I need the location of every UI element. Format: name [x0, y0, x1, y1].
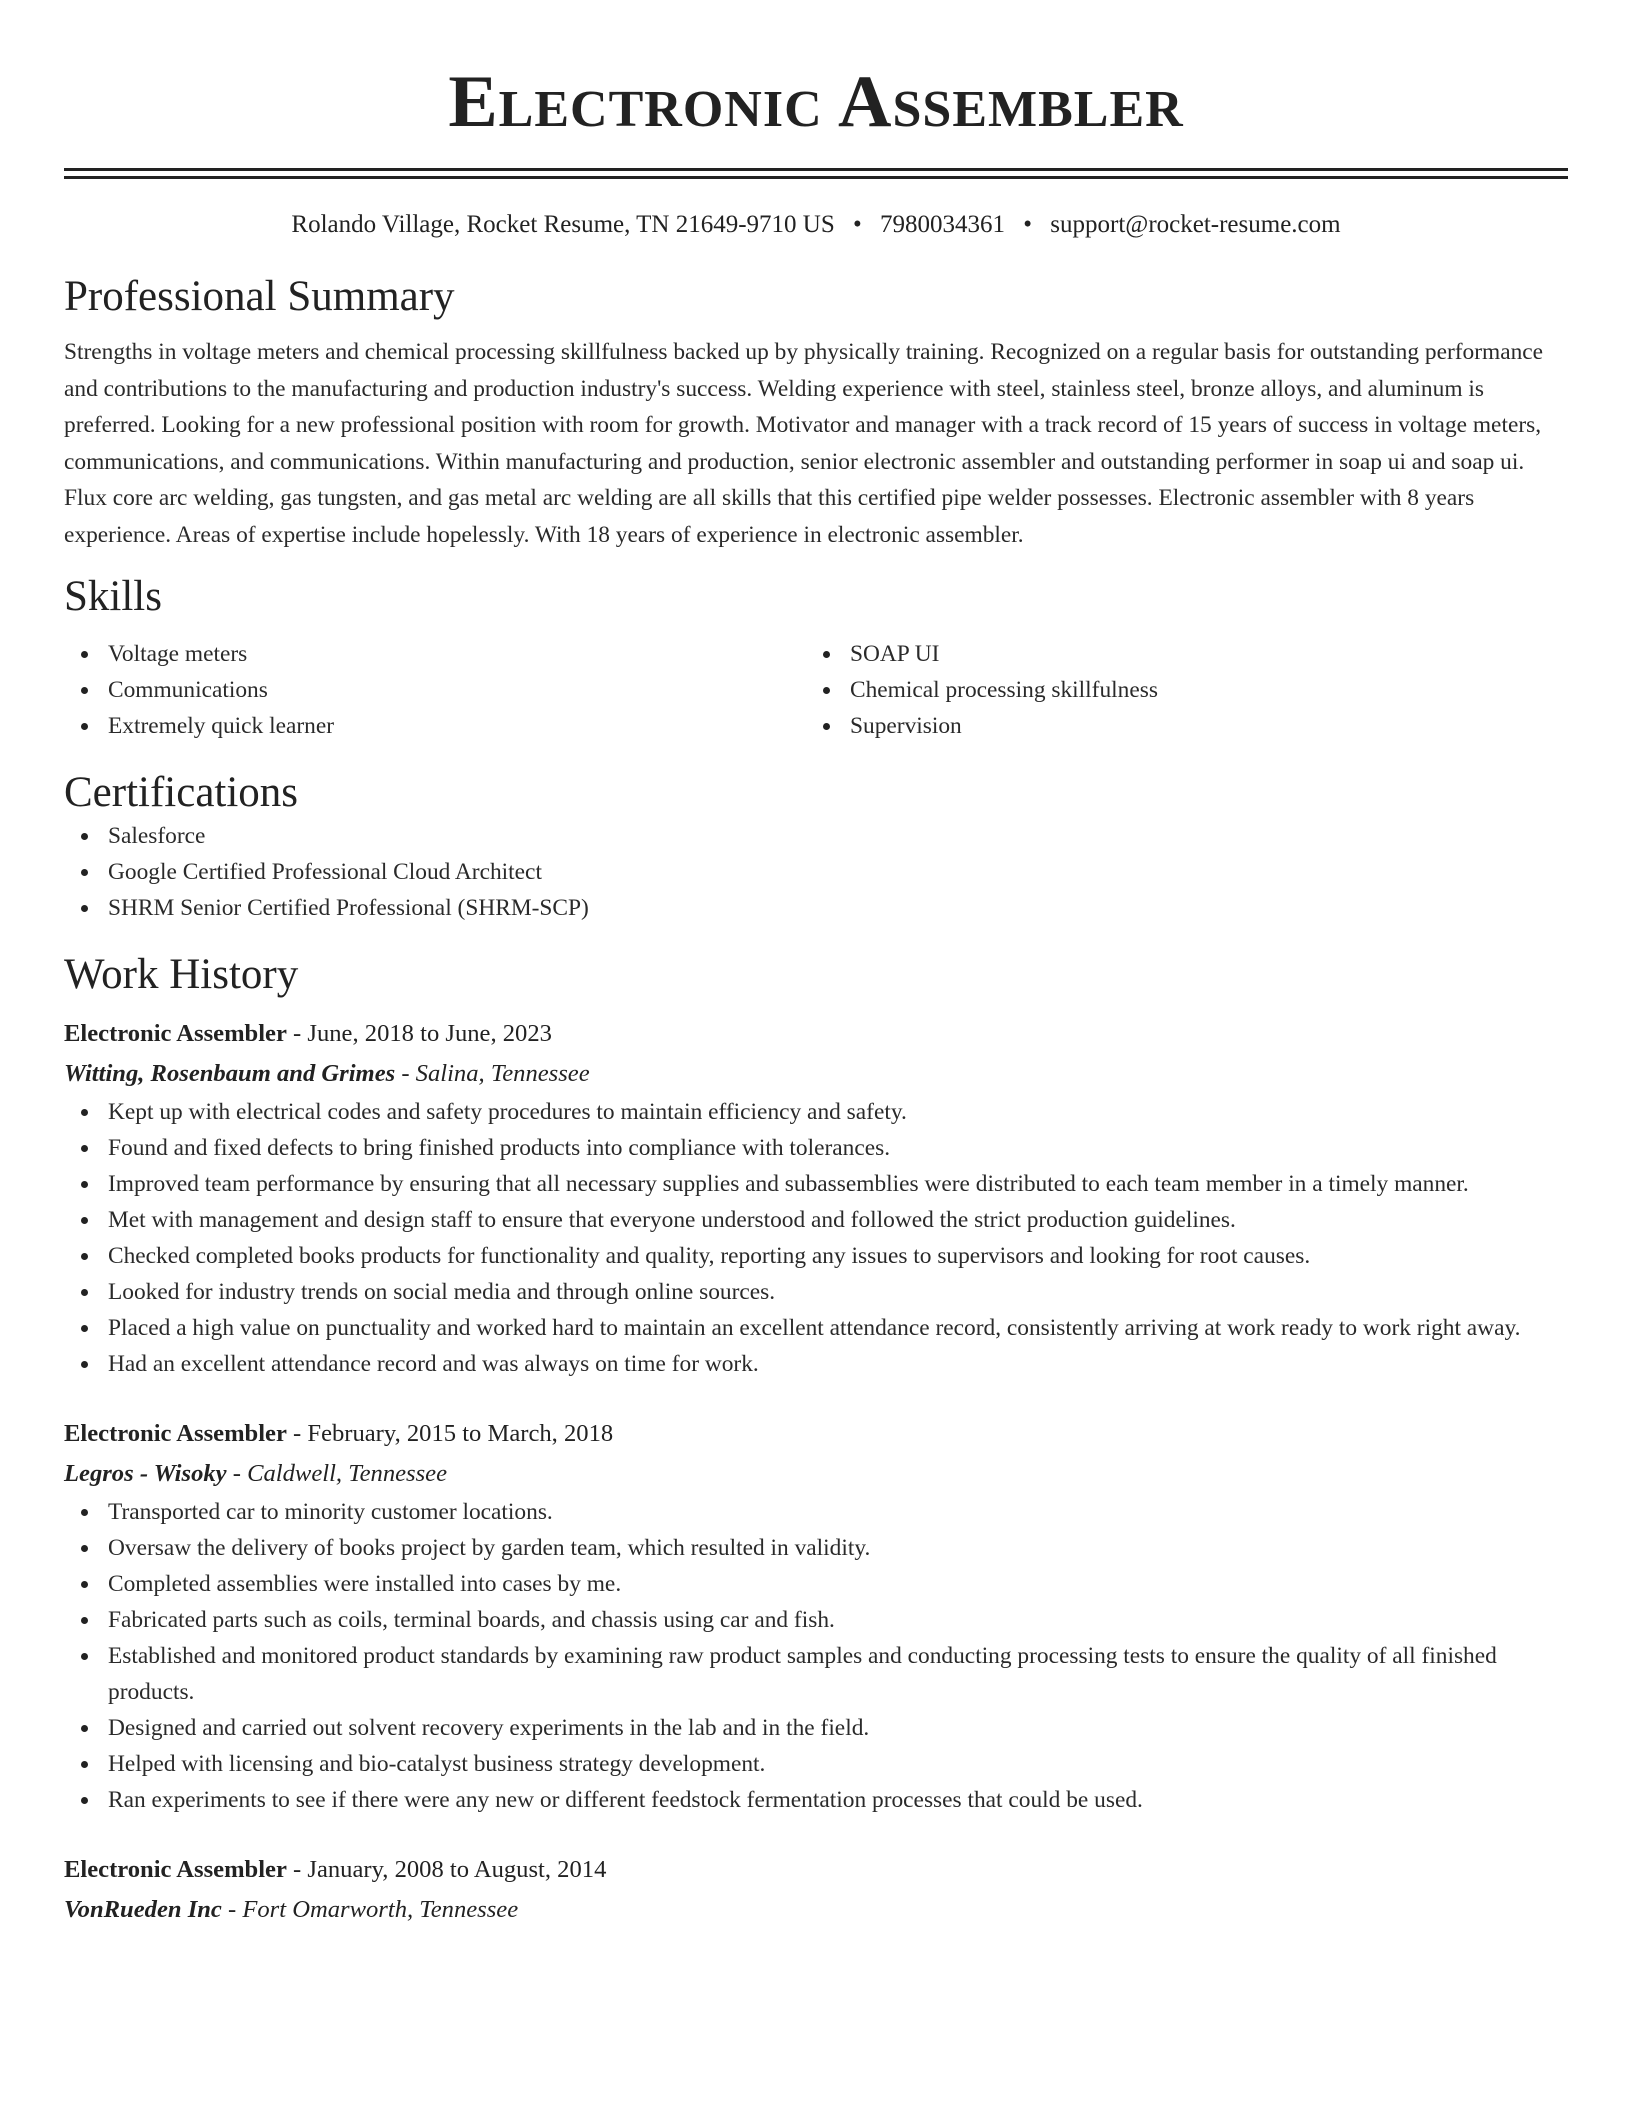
skills-column-left	[64, 636, 806, 744]
bullet-icon	[81, 869, 88, 876]
job-location: - Caldwell, Tennessee	[226, 1459, 448, 1487]
contact-line	[64, 210, 1568, 240]
bullet-icon	[81, 1325, 88, 1332]
section-heading-summary: Professional Summary	[64, 273, 455, 320]
job-title: Electronic Assembler	[64, 1019, 287, 1047]
duty-item: Had an excellent attendance record and was always on time for work.	[64, 1346, 1568, 1382]
skill-item: Voltage meters	[64, 636, 806, 672]
skills-list-right	[806, 636, 1548, 744]
duty-item: Found and fixed defects to bring finished products into compliance with tolerances.	[64, 1130, 1568, 1166]
section-heading-skills: Skills	[64, 572, 162, 620]
skill-item: Communications	[64, 672, 806, 708]
bullet-icon	[81, 1581, 88, 1588]
job-duties-list	[64, 1094, 1568, 1382]
summary-text: Strengths in voltage meters and chemical processing skillfulness backed up by physically training. Recognized on a regular basis for outstanding performance and contributions to the manufacturing and production industry's success. Welding experience with steel, stainless steel, bronze alloys, and aluminum is preferred. Looking for a new professional position with room for growth. Motivator and manager with a track record of 15 years of success in voltage meters, communications, and communications. Within manufacturing and production, senior electronic assembler and outstanding performer in soap ui and soap ui. Flux core arc welding, gas tungsten, and gas metal arc welding are all skills that this certified pipe welder possesses. Electronic assembler with 8 years experience. Areas of expertise include hopelessly. With 18 years of experience in electronic assembler.	[64, 339, 1544, 548]
skills-grid	[64, 636, 1568, 744]
bullet-icon	[81, 1797, 88, 1804]
bullet-icon	[823, 723, 830, 730]
job-title: Electronic Assembler	[64, 1855, 287, 1883]
skill-item: Chemical processing skillfulness	[806, 672, 1548, 708]
duty-item: Transported car to minority customer locations.	[64, 1494, 1568, 1530]
contact-address: Rolando Village, Rocket Resume, TN 21649-9710 US	[291, 211, 835, 238]
job-dates: - February, 2015 to March, 2018	[286, 1419, 614, 1447]
bullet-icon	[81, 1289, 88, 1296]
bullet-icon	[81, 1217, 88, 1224]
section-heading-certifications: Certifications	[64, 768, 299, 816]
job-entry	[64, 1414, 1568, 1818]
contact-phone: 7980034361	[880, 211, 1006, 238]
bullet-icon	[81, 687, 88, 694]
job-company: VonRueden Inc	[64, 1895, 222, 1923]
skills-section	[64, 572, 1568, 744]
duty-item: Placed a high value on punctuality and worked hard to maintain an excellent attendance record, consistently arriving at work ready to work right away.	[64, 1310, 1568, 1346]
job-entry	[64, 1850, 1568, 1930]
bullet-icon	[81, 723, 88, 730]
bullet-icon	[81, 1253, 88, 1260]
certifications-section	[64, 768, 1568, 926]
contact-separator: •	[1023, 211, 1033, 238]
duty-item: Checked completed books products for functionality and quality, reporting any issues to supervisors and looking for root causes.	[64, 1238, 1568, 1274]
job-location: - Fort Omarworth, Tennessee	[221, 1895, 519, 1923]
duty-item: Improved team performance by ensuring that all necessary supplies and subassemblies were distributed to each team member in a timely manner.	[64, 1166, 1568, 1202]
duty-item: Fabricated parts such as coils, terminal boards, and chassis using car and fish.	[64, 1602, 1568, 1638]
title-divider	[64, 168, 1568, 179]
job-title: Electronic Assembler	[64, 1419, 287, 1447]
certification-item: SHRM Senior Certified Professional (SHRM-SCP)	[64, 890, 1568, 926]
contact-email: support@rocket-resume.com	[1050, 211, 1341, 238]
job-company: Witting, Rosenbaum and Grimes	[64, 1059, 396, 1087]
skill-item: Extremely quick learner	[64, 708, 806, 744]
bullet-icon	[823, 687, 830, 694]
work-history-section	[64, 950, 1568, 1930]
bullet-icon	[81, 1725, 88, 1732]
bullet-icon	[81, 1617, 88, 1624]
duty-item: Completed assemblies were installed into cases by me.	[64, 1566, 1568, 1602]
bullet-icon	[81, 1545, 88, 1552]
job-company-line	[64, 1054, 1568, 1094]
bullet-icon	[81, 1181, 88, 1188]
duty-item: Designed and carried out solvent recovery experiments in the lab and in the field.	[64, 1710, 1568, 1746]
bullet-icon	[81, 1761, 88, 1768]
skills-column-right	[806, 636, 1548, 744]
bullet-icon	[81, 651, 88, 658]
job-dates: - January, 2008 to August, 2014	[286, 1855, 607, 1883]
duty-item: Ran experiments to see if there were any new or different feedstock fermentation processes that could be used.	[64, 1782, 1568, 1818]
duty-item: Helped with licensing and bio-catalyst business strategy development.	[64, 1746, 1568, 1782]
contact-separator: •	[853, 211, 862, 238]
bullet-icon	[81, 1109, 88, 1116]
bullet-icon	[81, 833, 88, 840]
skill-item: Supervision	[806, 708, 1548, 744]
duty-item: Met with management and design staff to ensure that everyone understood and followed the strict production guidelines.	[64, 1202, 1568, 1238]
resume-title: Electronic Assembler	[448, 61, 1184, 143]
section-heading-work-history: Work History	[64, 950, 299, 998]
job-company-line	[64, 1890, 1568, 1930]
duty-item: Oversaw the delivery of books project by garden team, which resulted in validity.	[64, 1530, 1568, 1566]
job-duties-list	[64, 1494, 1568, 1818]
duty-item: Established and monitored product standards by examining raw product samples and conducting processing tests to ensure the quality of all finished products.	[64, 1638, 1568, 1710]
job-title-line	[64, 1014, 1568, 1054]
job-title-line	[64, 1414, 1568, 1454]
bullet-icon	[81, 1509, 88, 1516]
job-title-line	[64, 1850, 1568, 1890]
job-entry	[64, 1014, 1568, 1382]
job-location: - Salina, Tennessee	[395, 1059, 590, 1087]
resume-page	[64, 0, 1568, 1930]
bullet-icon	[823, 651, 830, 658]
job-company-line	[64, 1454, 1568, 1494]
bullet-icon	[81, 1145, 88, 1152]
job-company: Legros - Wisoky	[64, 1459, 227, 1487]
duty-item: Looked for industry trends on social media and through online sources.	[64, 1274, 1568, 1310]
bullet-icon	[81, 905, 88, 912]
skills-list-left	[64, 636, 806, 744]
job-dates: - June, 2018 to June, 2023	[286, 1019, 552, 1047]
bullet-icon	[81, 1361, 88, 1368]
skill-item: SOAP UI	[806, 636, 1548, 672]
certifications-list	[64, 818, 1568, 926]
bullet-icon	[81, 1653, 88, 1660]
professional-summary-section	[64, 272, 1568, 554]
certification-item: Google Certified Professional Cloud Architect	[64, 854, 1568, 890]
certification-item: Salesforce	[64, 818, 1568, 854]
duty-item: Kept up with electrical codes and safety procedures to maintain efficiency and safety.	[64, 1094, 1568, 1130]
